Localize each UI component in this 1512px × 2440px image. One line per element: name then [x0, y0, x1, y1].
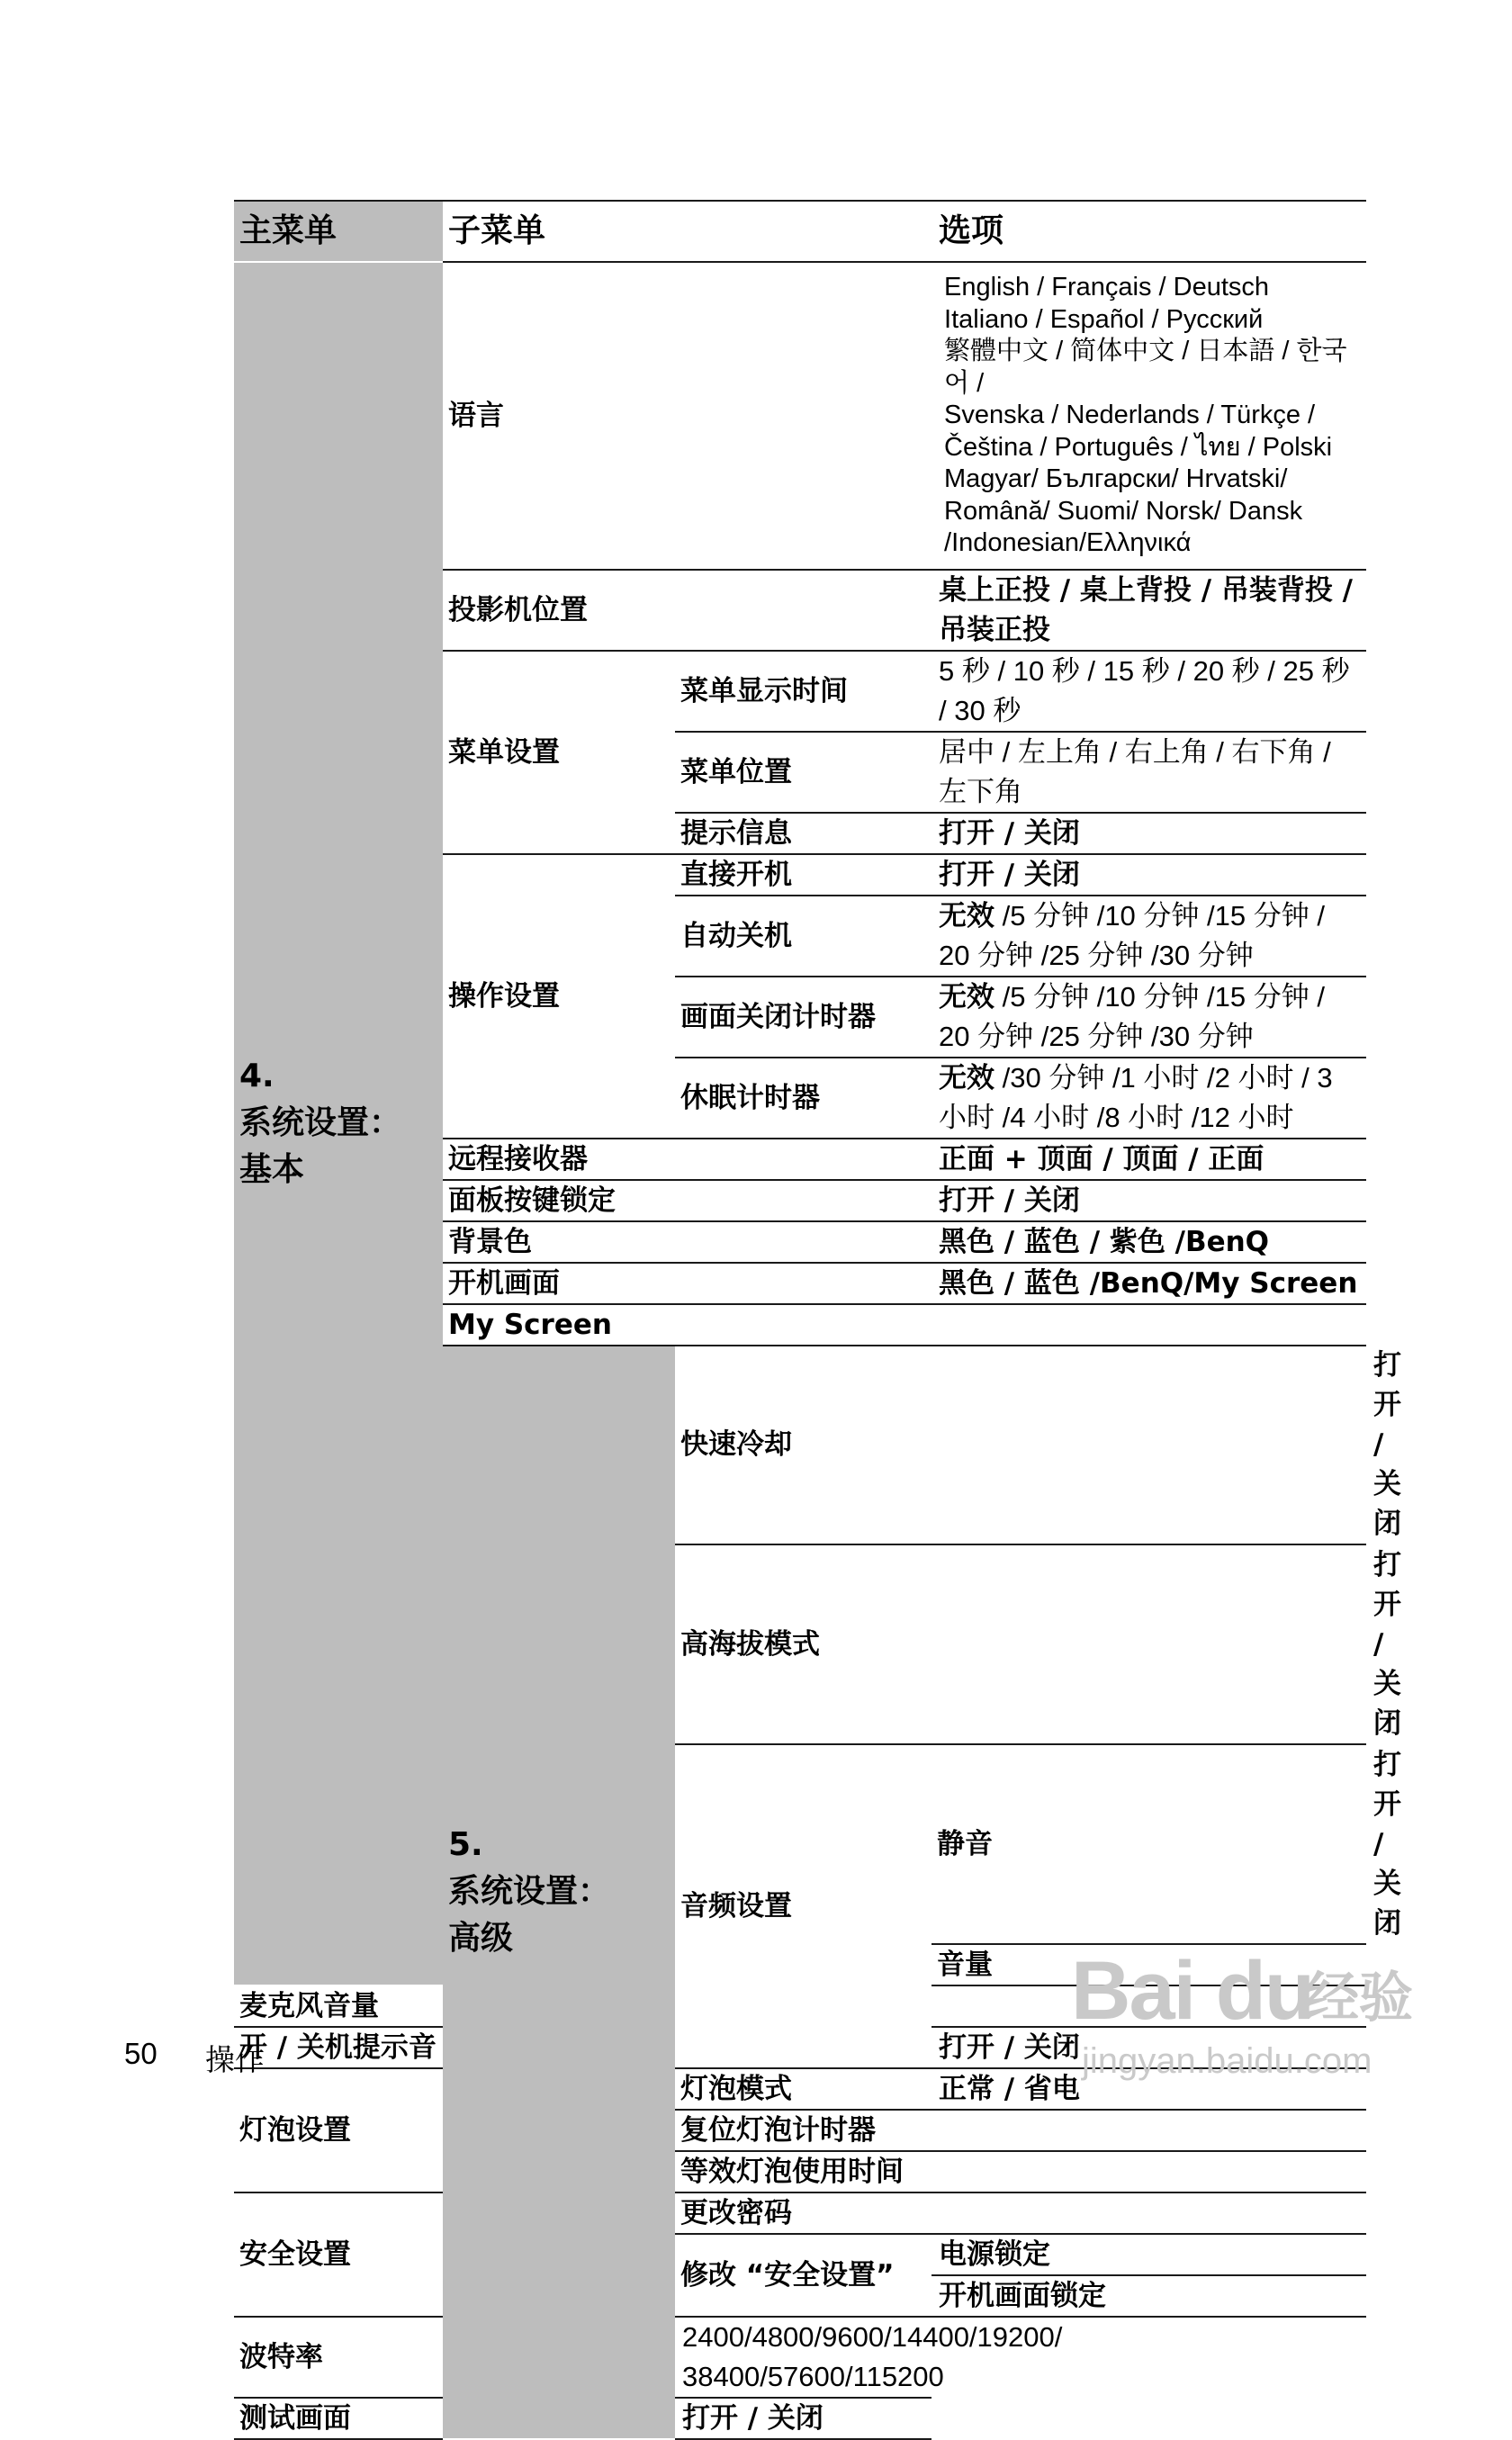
table-row: 高海拔模式 打开 / 关闭: [234, 1544, 1366, 1744]
table-row: 音频设置 静音 打开 / 关闭: [234, 1744, 1366, 1944]
blank-timer-options: [932, 977, 1366, 1058]
background-color-options: 黑色 / 蓝色 / 紫色 /BenQ: [932, 1221, 1366, 1263]
header-main-menu: 主菜单: [234, 201, 443, 262]
mute-label: 静音: [932, 1744, 1366, 1944]
section-title-line2: 基本: [239, 1151, 305, 1189]
security-settings-label: 安全设置: [234, 2192, 443, 2317]
menu-position-label: 菜单位置: [675, 732, 932, 813]
page-number: 50: [124, 2037, 158, 2070]
background-color-label: 背景色: [443, 1221, 932, 1263]
language-line: Italiano / Español / Русский: [944, 304, 1264, 334]
auto-power-off-label: 自动关机: [675, 896, 932, 977]
panel-key-lock-options: 打开 / 关闭: [932, 1180, 1366, 1221]
header-submenu: 子菜单: [443, 201, 932, 262]
section-advanced-title: [443, 1346, 675, 2439]
section-number: 4.: [239, 1058, 274, 1095]
projector-position-label: 投影机位置: [443, 570, 932, 651]
my-screen-label: My Screen: [443, 1304, 932, 1346]
sleep-timer-options: [932, 1058, 1366, 1139]
header-options: 选项: [932, 201, 1366, 262]
blank-timer-label: 画面关闭计时器: [675, 977, 932, 1058]
lamp-mode-options: 正常 / 省电: [932, 2068, 1366, 2110]
splash-screen-options: 黑色 / 蓝色 /BenQ/My Screen: [932, 1263, 1366, 1304]
remote-receiver-options: 正面 + 顶面 / 顶面 / 正面: [932, 1139, 1366, 1180]
reminder-options: 打开 / 关闭: [932, 813, 1366, 854]
equivalent-lamp-hours-options: [932, 2151, 1366, 2192]
operation-settings-label: 操作设置: [443, 854, 675, 1139]
menu-settings-label: 菜单设置: [443, 651, 675, 854]
reset-lamp-timer-label: 复位灯泡计时器: [675, 2110, 932, 2151]
remote-receiver-label: 远程接收器: [443, 1139, 932, 1180]
test-pattern-label: 测试画面: [234, 2398, 675, 2439]
direct-power-on-options: 打开 / 关闭: [932, 854, 1366, 896]
table-header-row: [234, 201, 1366, 262]
table-row: [234, 262, 1366, 570]
equivalent-lamp-hours-label: 等效灯泡使用时间: [675, 2151, 932, 2192]
projector-position-options: 桌上正投 / 桌上背投 / 吊装背投 / 吊装正投: [932, 570, 1366, 651]
language-line: Svenska / Nederlands / Türkçe /: [944, 401, 1316, 429]
test-pattern-options: 打开 / 关闭: [675, 2398, 932, 2439]
section-title-line2: 高级: [448, 1920, 514, 1957]
change-password-label: 更改密码: [675, 2192, 932, 2234]
option-disabled: 无效: [939, 1061, 995, 1094]
menu-display-time-label: 菜单显示时间: [675, 651, 932, 732]
section-basic-title: [234, 262, 443, 1985]
option-disabled: 无效: [939, 899, 995, 932]
my-screen-options: [932, 1304, 1366, 1346]
panel-key-lock-label: 面板按键锁定: [443, 1180, 932, 1221]
section-title-line1: 系统设置：: [239, 1104, 402, 1142]
power-tone-label: 开 / 关机提示音: [234, 2027, 443, 2068]
watermark-cn-text: 经验: [1305, 1967, 1413, 2030]
language-line: Čeština / Português / ไทย / Polski: [944, 432, 1333, 462]
language-line: Magyar/ Български/ Hrvatski/: [944, 464, 1288, 493]
table-row: [234, 2192, 1366, 2234]
reminder-label: 提示信息: [675, 813, 932, 854]
change-security-label: 修改 “安全设置”: [675, 2234, 932, 2317]
quick-cooling-label: 快速冷却: [675, 1346, 1366, 1544]
section-title-line1: 系统设置：: [448, 1873, 611, 1910]
watermark-url: jingyan.baidu.com: [1082, 2041, 1372, 2081]
reset-lamp-timer-options: [932, 2110, 1366, 2151]
change-password-options: [932, 2192, 1366, 2234]
baidu-watermark: [1071, 1935, 1467, 2088]
option-values: /5 分钟 /10 分钟 /15 分钟 / 20 分钟 /25 分钟 /30 分钟: [939, 980, 1325, 1052]
power-tone-options: 打开 / 关闭: [932, 2027, 1366, 2068]
menu-position-options: 居中 / 左上角 / 右上角 / 右下角 / 左下角: [932, 732, 1366, 813]
power-lock-option: 电源锁定: [932, 2234, 1366, 2275]
high-altitude-label: 高海拔模式: [675, 1544, 1366, 1744]
option-values: /30 分钟 /1 小时 /2 小时 / 3 小时 /4 小时 /8 小时 /12 小时: [939, 1061, 1333, 1133]
auto-power-off-options: [932, 896, 1366, 977]
volume-label: 音量: [932, 1944, 1366, 1985]
option-disabled: 无效: [939, 980, 995, 1013]
sleep-timer-label: 休眠计时器: [675, 1058, 932, 1139]
splash-screen-label: 开机画面: [443, 1263, 932, 1304]
option-values: /5 分钟 /10 分钟 /15 分钟 / 20 分钟 /25 分钟 /30 分钟: [939, 899, 1325, 971]
audio-settings-label: 音频设置: [675, 1744, 932, 2068]
language-line: Română/ Suomi/ Norsk/ Dansk: [944, 496, 1303, 526]
language-line: 繁體中文 / 简体中文 / 日本語 / 한국어 /: [944, 337, 1347, 398]
direct-power-on-label: 直接开机: [675, 854, 932, 896]
splash-lock-option: 开机画面锁定: [932, 2275, 1366, 2317]
baud-rate-options: 2400/4800/9600/14400/19200/ 38400/57600/115200: [675, 2317, 932, 2398]
language-label: 语言: [443, 262, 932, 570]
baud-rate-label: 波特率: [234, 2317, 675, 2398]
mic-volume-label: 麦克风音量: [234, 1985, 443, 2027]
watermark-logo-text: Bai du: [1071, 1945, 1314, 2037]
section-number: 5.: [448, 1826, 483, 1863]
language-options: [932, 262, 1366, 570]
lamp-mode-label: 灯泡模式: [675, 2068, 932, 2110]
menu-table: [234, 200, 1402, 2440]
footer-section-title: 操作: [205, 2043, 265, 2076]
language-line: English / Français / Deutsch: [944, 273, 1270, 302]
menu-display-time-options: 5 秒 / 10 秒 / 15 秒 / 20 秒 / 25 秒 / 30 秒: [932, 651, 1366, 732]
table-row: 5. 系统设置： 高级 快速冷却 打开 / 关闭: [234, 1346, 1366, 1544]
table-row: [234, 2317, 1366, 2398]
table-row: [234, 2398, 1366, 2439]
lamp-settings-label: 灯泡设置: [234, 2068, 443, 2192]
language-line: /Indonesian/Ελληνικά: [944, 528, 1192, 557]
